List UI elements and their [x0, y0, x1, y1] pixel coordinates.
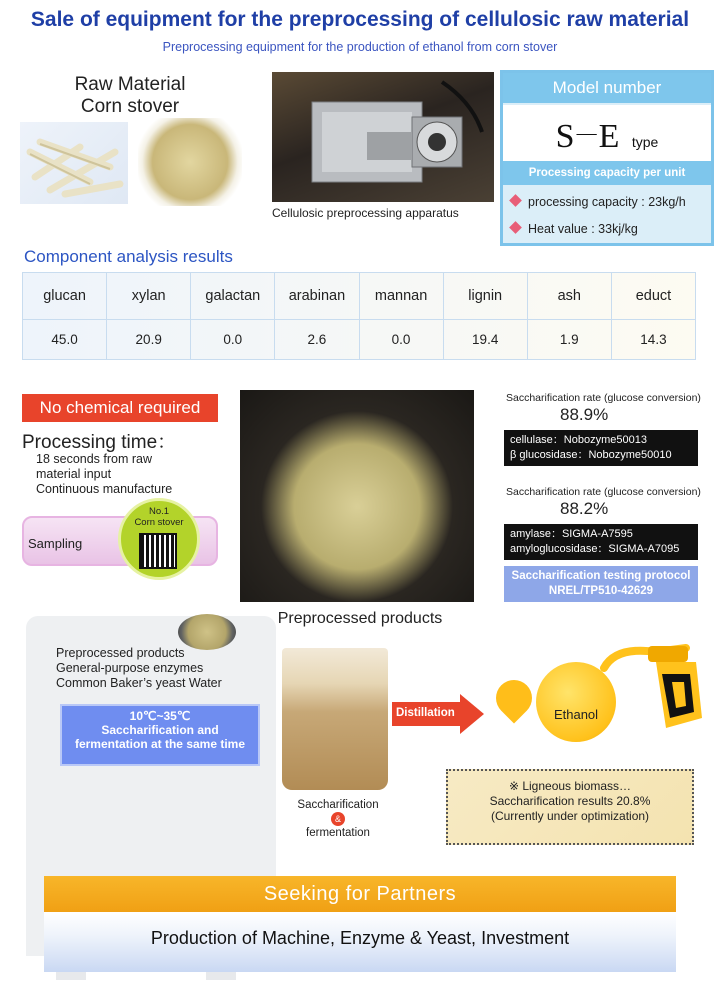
component-value: 2.6	[275, 319, 359, 359]
enzyme-line: β glucosidase：Nobozyme50010	[510, 449, 672, 461]
raw-material-line2: Corn stover	[80, 96, 180, 117]
model-letter-e: E	[598, 118, 622, 155]
diamond-bullet-icon	[509, 194, 522, 207]
capacity-heading: Processing capacity per unit	[503, 161, 711, 185]
component-header: galactan	[191, 273, 275, 320]
component-header: lignin	[443, 273, 527, 320]
apparatus-caption: Cellulosic preprocessing apparatus	[272, 206, 459, 220]
seeking-partners-banner: Seeking for Partners	[44, 876, 676, 912]
protocol-line: Saccharification testing protocol	[511, 570, 691, 582]
page-subtitle: Preprocessing equipment for the production of ethanol from corn stover	[162, 40, 558, 54]
enzyme-line: amyloglucosidase：SIGMA-A7095	[510, 543, 680, 555]
component-header: ash	[527, 273, 611, 320]
ligneous-line: Saccharification results 20.8%	[489, 794, 651, 808]
ligneous-line: (Currently under optimization)	[490, 809, 650, 823]
fermentation-inputs	[56, 646, 222, 691]
ferm-caption-line: fermentation	[306, 827, 370, 839]
sacc-rate-value-1: 88.9%	[560, 405, 609, 424]
component-header: educt	[611, 273, 695, 320]
temperature-box	[60, 704, 260, 766]
fermentation-caption	[290, 798, 386, 840]
preprocessed-product-photo	[240, 390, 474, 602]
temperature-line: Saccharification and	[101, 723, 219, 737]
fuel-drop-icon	[489, 673, 540, 724]
processing-time-details	[36, 452, 172, 497]
component-value: 0.0	[191, 319, 275, 359]
testing-protocol-box	[504, 566, 698, 602]
component-header-row	[23, 273, 696, 320]
component-header: mannan	[359, 273, 443, 320]
component-analysis-title: Component analysis results	[24, 247, 233, 266]
component-header: xylan	[107, 273, 191, 320]
product-caption: Preprocessed products	[277, 610, 443, 627]
spec-capacity	[511, 195, 686, 209]
sacc-rate-value-2: 88.2%	[560, 499, 609, 518]
sampling-label: Sampling	[28, 536, 83, 551]
component-table	[22, 272, 696, 360]
processing-line: Continuous manufacture	[36, 482, 173, 496]
raw-material-heading	[40, 74, 220, 118]
page-title: Sale of equipment for the preprocessing of cellulosic raw material	[30, 8, 690, 31]
component-value: 20.9	[107, 319, 191, 359]
temperature-line: fermentation at the same time	[74, 737, 246, 751]
spec-capacity-text: processing capacity : 23kg/h	[528, 195, 686, 209]
product-dish-photo	[178, 614, 236, 650]
ferm-caption-line: Saccharification	[297, 799, 379, 811]
component-value: 19.4	[443, 319, 527, 359]
no-chemical-badge: No chemical required	[22, 394, 218, 422]
component-value: 0.0	[359, 319, 443, 359]
temperature-range: 10℃~35℃	[129, 709, 191, 723]
enzyme-line: cellulase：Nobozyme50013	[510, 434, 647, 446]
ethanol-label: Ethanol	[553, 707, 599, 722]
enzyme-line: amylase：SIGMA-A7595	[510, 528, 633, 540]
component-header: arabinan	[275, 273, 359, 320]
apparatus-photo	[272, 72, 494, 202]
fuel-nozzle-icon	[596, 628, 706, 734]
corn-stover-stalks-photo	[20, 122, 128, 204]
enzyme-box-2	[504, 524, 698, 560]
spec-heat	[511, 222, 638, 236]
component-value: 1.9	[527, 319, 611, 359]
qr-code-icon[interactable]	[139, 533, 177, 569]
ligneous-note-text	[446, 779, 694, 824]
input-line: Preprocessed products	[56, 646, 185, 660]
ligneous-line: ※ Ligneous biomass…	[508, 779, 632, 793]
spec-heat-text: Heat value : 33kj/kg	[528, 222, 638, 236]
fermentation-jar-photo	[282, 648, 388, 790]
model-heading: Model number	[503, 73, 711, 103]
model-number-box	[500, 70, 714, 246]
processing-time-label: Processing time：	[22, 432, 177, 453]
chopped-stover-photo	[138, 118, 242, 206]
model-dash: —	[576, 122, 599, 144]
input-line: General-purpose enzymes	[56, 661, 204, 675]
diamond-bullet-icon	[509, 221, 522, 234]
qr-badge-label	[118, 506, 200, 528]
protocol-line: NREL/TP510-42629	[548, 585, 654, 597]
component-value-row	[23, 319, 696, 359]
model-code	[503, 105, 711, 161]
raw-material-line1: Raw Material	[74, 74, 186, 95]
enzyme-box-1	[504, 430, 698, 466]
qr-label-line: Corn stover	[134, 517, 184, 528]
processing-line: material input	[36, 467, 112, 481]
component-header: glucan	[23, 273, 107, 320]
component-value: 14.3	[611, 319, 695, 359]
input-line: Common Baker’s yeast Water	[56, 676, 222, 690]
sacc-rate-label-2: Saccharification rate (glucose conversion)	[506, 486, 701, 498]
model-letter-s: S	[555, 118, 577, 155]
sacc-rate-label-1: Saccharification rate (glucose conversion)	[506, 392, 701, 404]
processing-line: 18 seconds from raw	[36, 452, 153, 466]
ampersand-badge: &	[331, 812, 345, 826]
component-value: 45.0	[23, 319, 107, 359]
distillation-label: Distillation	[396, 707, 455, 719]
production-banner: Production of Machine, Enzyme & Yeast, Investment	[44, 912, 676, 972]
qr-label-line: No.1	[148, 506, 170, 517]
model-type-label: type	[631, 134, 659, 150]
